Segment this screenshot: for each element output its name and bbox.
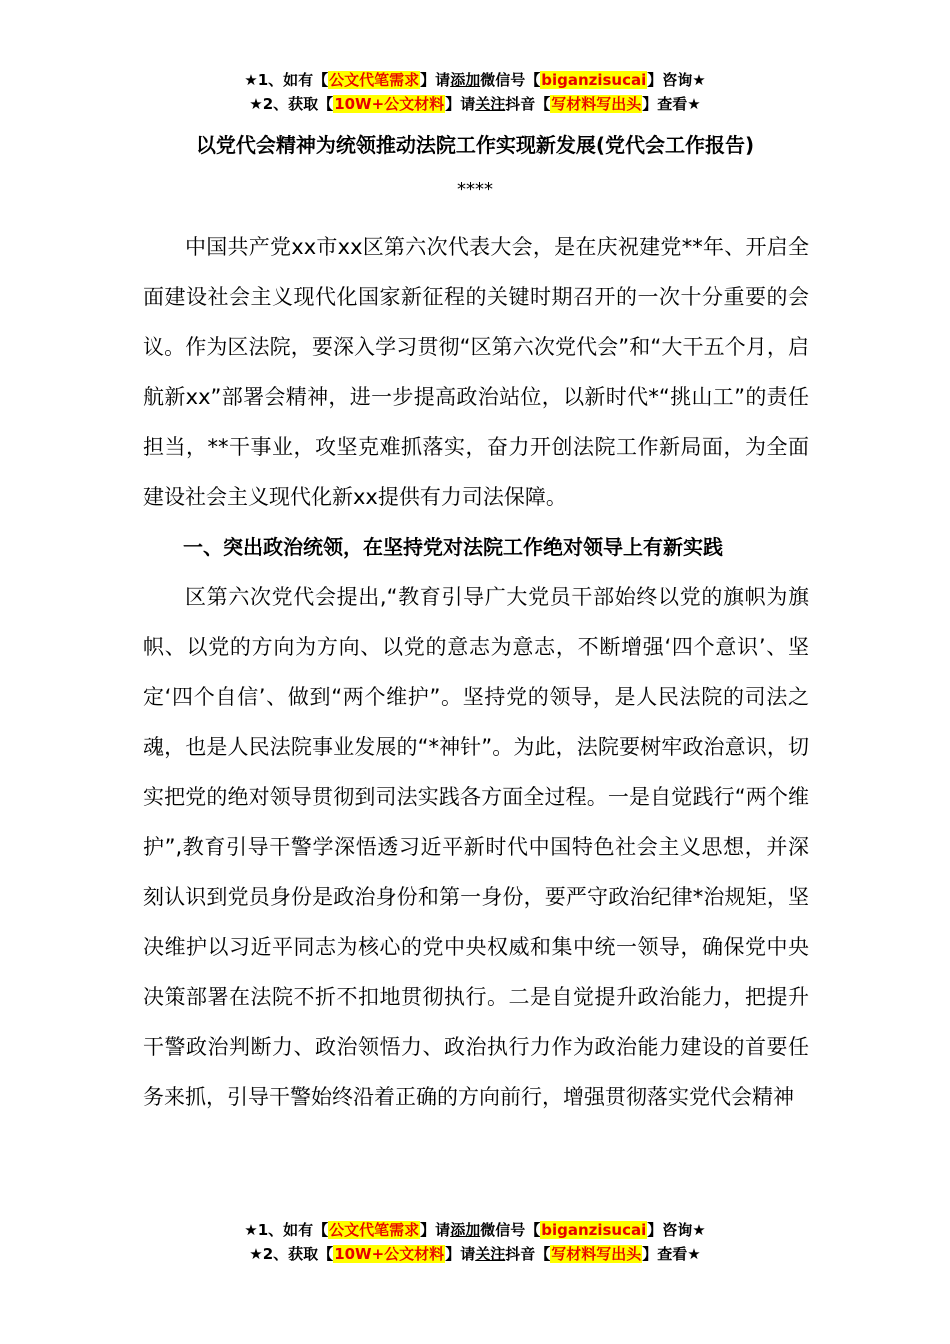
notice-highlight: 写材料写出头 bbox=[551, 1245, 642, 1263]
document-title: 以党代会精神为统领推动法院工作实现新发展(党代会工作报告) bbox=[195, 133, 755, 157]
notice-highlight: biganzisucai bbox=[541, 1221, 647, 1239]
notice-highlight: 写材料写出头 bbox=[551, 95, 642, 113]
notice-text: 】咨询★ bbox=[647, 1221, 706, 1239]
notice-text: 】查看★ bbox=[642, 95, 701, 113]
header-notice bbox=[0, 68, 950, 116]
notice-text: 】请 bbox=[445, 95, 476, 113]
notice-text: ★1、如有【 bbox=[244, 71, 329, 89]
intro-paragraph: 中国共产党xx市xx区第六次代表大会，是在庆祝建党**年、开启全面建设社会主义现代化国家新征程的关键时期召开的一次十分重要的会议。作为区法院，要深入学习贯彻“区第六次党代会”和“大干五个月，启航新xx”部署会精神，进一步提高政治站位，以新时代*“挑山工”的责任担当，**干事业，攻坚克难抓落实，奋力开创法院工作新局面，为全面建设社会主义现代化新xx提供有力司法保障。 bbox=[143, 235, 809, 509]
notice-underlined: 添加 bbox=[450, 71, 481, 89]
notice-underlined: 添加 bbox=[450, 1221, 481, 1239]
notice-text: 】请 bbox=[420, 71, 451, 89]
notice-highlight: 公文代笔需求 bbox=[329, 1221, 420, 1239]
notice-text: ★2、获取【 bbox=[249, 95, 334, 113]
notice-underlined: 关注 bbox=[475, 1245, 506, 1263]
notice-text: 】咨询★ bbox=[647, 71, 706, 89]
notice-highlight: biganzisucai bbox=[541, 71, 647, 89]
notice-text: ★1、如有【 bbox=[244, 1221, 329, 1239]
notice-text: 】请 bbox=[445, 1245, 476, 1263]
notice-text: 抖音【 bbox=[505, 95, 551, 113]
notice-text: ★2、获取【 bbox=[249, 1245, 334, 1263]
section-heading: 一、突出政治统领，在坚持党对法院工作绝对领导上有新实践 bbox=[183, 535, 723, 559]
notice-text: 抖音【 bbox=[505, 1245, 551, 1263]
notice-line-2 bbox=[0, 1242, 950, 1266]
notice-text: 】请 bbox=[420, 1221, 451, 1239]
notice-highlight: 10W+公文材料 bbox=[334, 1245, 445, 1263]
notice-highlight: 公文代笔需求 bbox=[329, 71, 420, 89]
notice-highlight: 10W+公文材料 bbox=[334, 95, 445, 113]
notice-line-1 bbox=[0, 68, 950, 92]
notice-underlined: 关注 bbox=[475, 95, 506, 113]
footer-notice bbox=[0, 1218, 950, 1266]
document-body bbox=[143, 222, 809, 1122]
section-paragraph: 区第六次党代会提出,“教育引导广大党员干部始终以党的旗帜为旗帜、以党的方向为方向、以党的意志为意志，不断增强‘四个意识’、坚定‘四个自信’、做到“两个维护”。坚持党的领导，是人民法院的司法之魂，也是人民法院事业发展的“*神针”。为此，法院要树牢政治意识，切实把党的绝对领导贯彻到司法实践各方面全过程。一是自觉践行“两个维护”,教育引导干警学深悟透习近平新时代中国特色社会主义思想，并深刻认识到党员身份是政治身份和第一身份，要严守政治纪律*治规矩，坚决维护以习近平同志为核心的党中央权威和集中统一领导，确保党中央决策部署在法院不折不扣地贯彻执行。二是自觉提升政治能力，把提升干警政治判断力、政治领悟力、政治执行力作为政治能力建设的首要任务来抓，引导干警始终沿着正确的方向前行，增强贯彻落实党代会精神 bbox=[143, 585, 809, 1109]
notice-text: 微信号【 bbox=[480, 1221, 541, 1239]
notice-line-1 bbox=[0, 1218, 950, 1242]
document-author: **** bbox=[457, 179, 493, 200]
notice-text: 】查看★ bbox=[642, 1245, 701, 1263]
notice-line-2 bbox=[0, 92, 950, 116]
notice-text: 微信号【 bbox=[480, 71, 541, 89]
